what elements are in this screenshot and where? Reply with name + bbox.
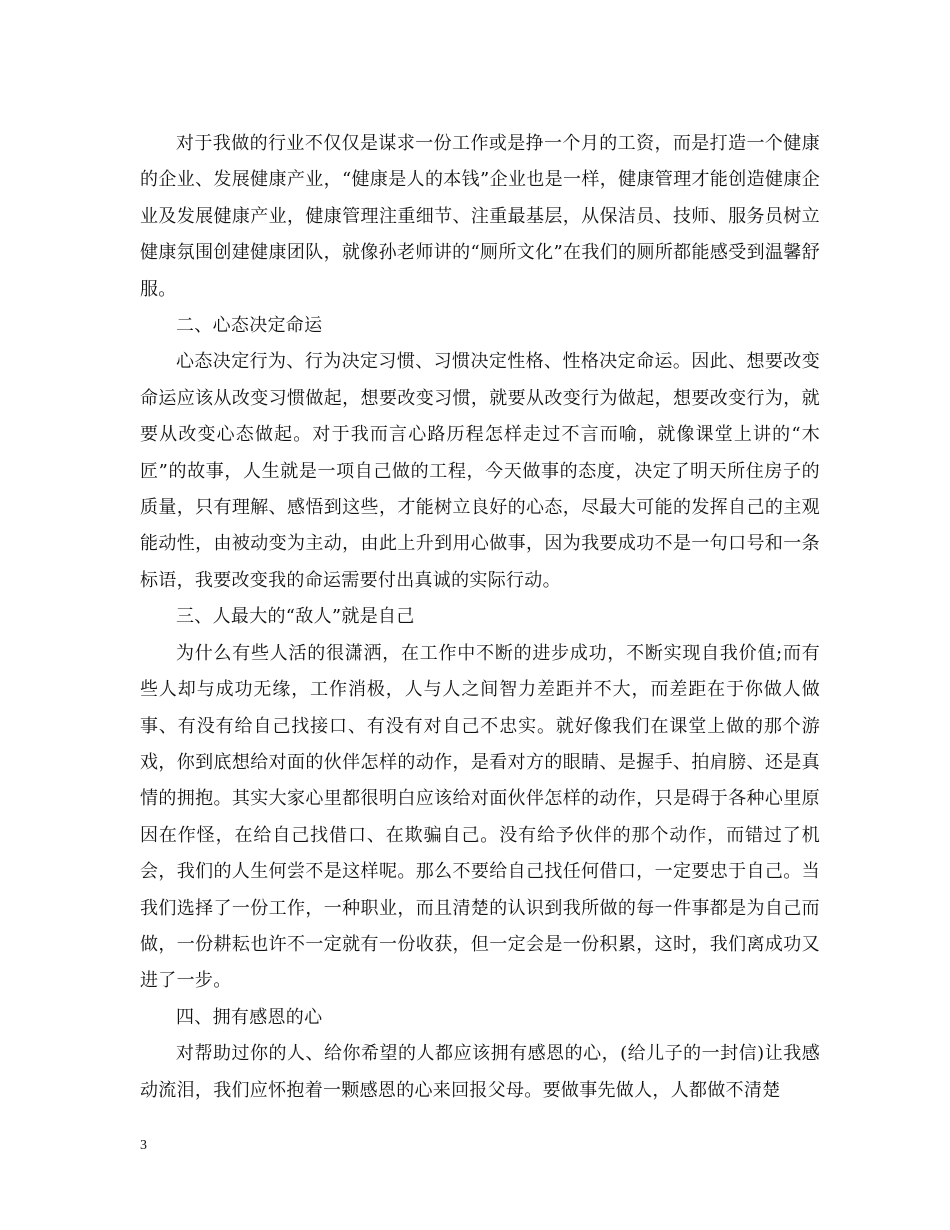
paragraph-enemy: 为什么有些人活的很潇洒，在工作中不断的进步成功，不断实现自我价值;而有些人却与成功无缘，工作消极，人与人之间智力差距并不大，而差距在于你做人做事、有没有给自己找接口、有没有对自己不忠实。就好像我们在课堂上做的那个游戏，你到底想给对面的伙伴怎样的动作，是看对方的眼睛、是握手、拍肩膀、还是真情的拥抱。其实大家心里都很明白应该给对面伙伴怎样的动作，只是碍于各种心里原因在作怪，在给自己找借口、在欺骗自己。没有给予伙伴的那个动作，而错过了机会，我们的人生何尝不是这样呢。那么不要给自己找任何借口，一定要忠于自己。当我们选择了一份工作，一种职业，而且清楚的认识到我所做的每一件事都是为自己而做，一份耕耘也许不一定就有一份收获，但一定会是一份积累，这时，我们离成功又进了一步。 <box>140 642 820 992</box>
paragraph-mindset: 心态决定行为、行为决定习惯、习惯决定性格、性格决定命运。因此、想要改变命运应该从改变习惯做起，想要改变习惯，就要从改变行为做起，想要改变行为，就要从改变心态做起。对于我而言心路历程怎样走过不言而喻，就像课堂上讲的“木匠”的故事，人生就是一项自己做的工程，今天做事的态度，决定了明天所住房子的质量，只有理解、感悟到这些，才能树立良好的心态，尽最大可能的发挥自己的主观能动性，由被动变为主动，由此上升到用心做事，因为我要成功不是一句口号和一条标语，我要改变我的命运需要付出真诚的实际行动。 <box>140 351 820 591</box>
section-heading-enemy: 三、人最大的“敌人”就是自己 <box>176 606 415 628</box>
section-heading-gratitude: 四、拥有感恩的心 <box>176 1006 323 1028</box>
document-body <box>140 126 820 1109</box>
paragraph-health-industry: 对于我做的行业不仅仅是谋求一份工作或是挣一个月的工资，而是打造一个健康的企业、发展健康产业，“健康是人的本钱”企业也是一样，健康管理才能创造健康企业及发展健康产业，健康管理注重细节、注重最基层，从保洁员、技师、服务员树立健康氛围创建健康团队，就像孙老师讲的“厕所文化”在我们的厕所都能感受到温馨舒服。 <box>140 133 820 300</box>
paragraph-gratitude: 对帮助过你的人、给你希望的人都应该拥有感恩的心，(给儿子的一封信)让我感动流泪，我们应怀抱着一颗感恩的心来回报父母。要做事先做人，人都做不清楚 <box>140 1043 820 1101</box>
section-heading-mindset: 二、心态决定命运 <box>176 315 323 337</box>
page-number: 3 <box>140 1138 147 1153</box>
